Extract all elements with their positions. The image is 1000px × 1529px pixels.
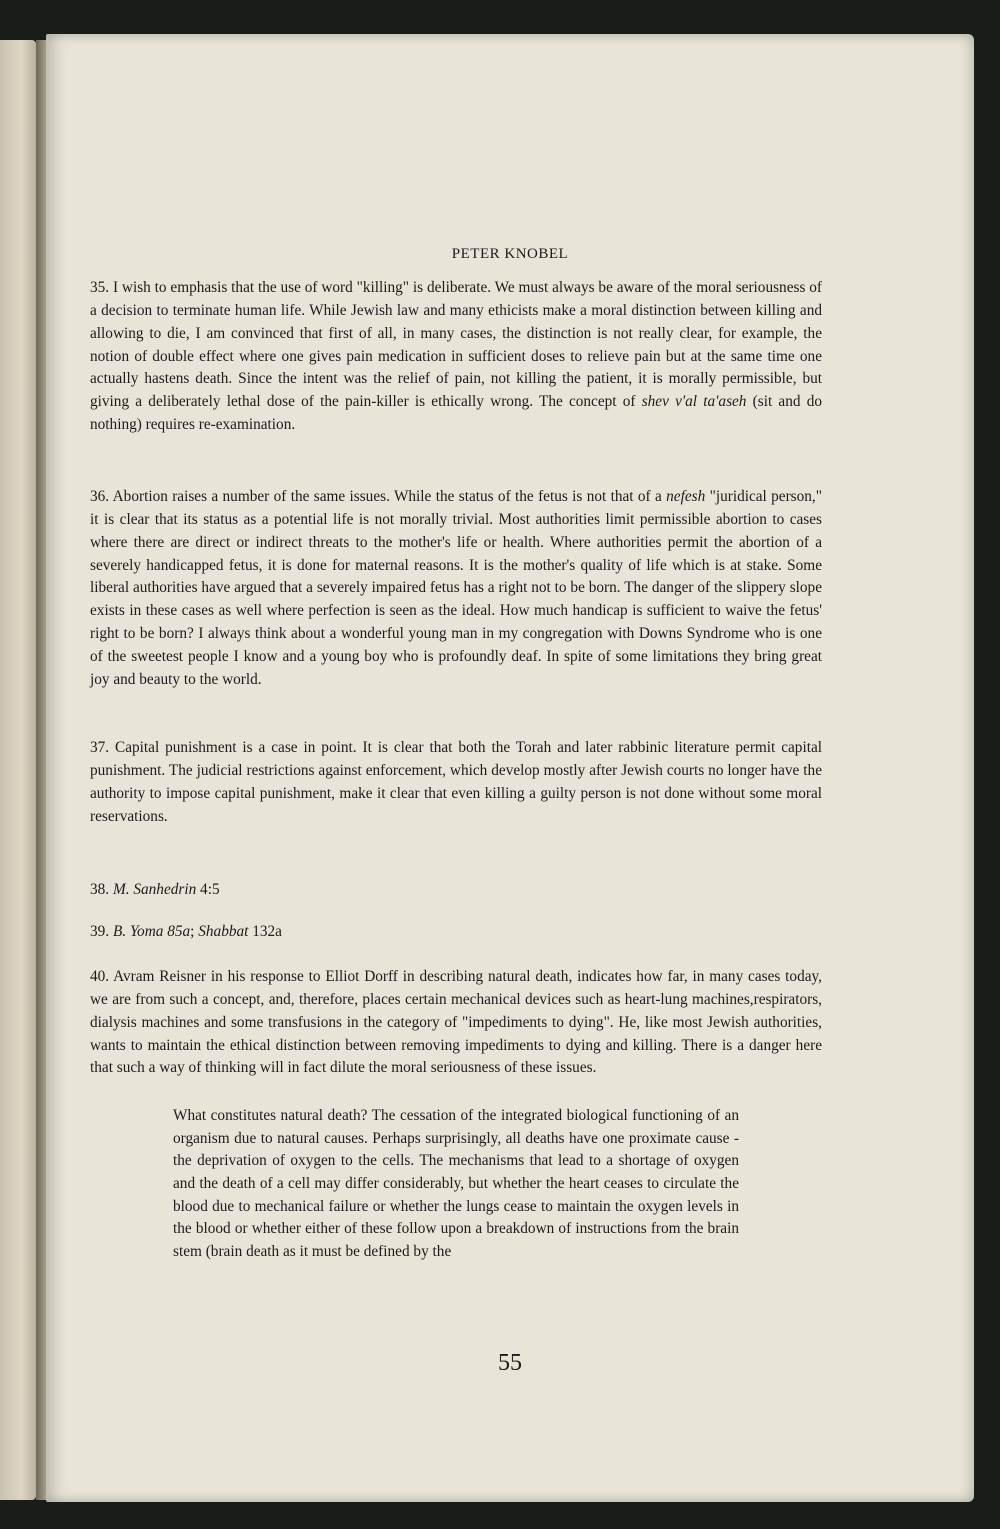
note-40: 40. Avram Reisner in his response to Elliot Dorff in describing natural death, indicates how far, in many cases today, we are from such a concept, and, therefore, places certain mechanical devices such as heart-lung machines,respirators, dialysis machines and some transfusions in the category of "impediments to dying". He, like most Jewish authorities, wants to maintain the ethical distinction between removing impediments to dying and killing. There is a danger here that such a way of thinking will in fact dilute the moral seriousness of these issues. [90, 968, 822, 1077]
note-37: 37. Capital punishment is a case in point. It is clear that both the Torah and later rabbinic literature permit capital punishment. The judicial restrictions against enforcement, which develop mostly after Jewish courts no longer have the authority to impose capital punishment, make it clear that even killing a guilty person is not done without some moral reservations. [90, 739, 822, 825]
note-35-term: shev v'al ta'aseh [641, 393, 747, 411]
block-quote: What constitutes natural death? The cessation of the integrated biological functioning of an organism due to natural causes. Perhaps surprisingly, all deaths have one proximate cause - the deprivation of oxygen to the cells. The mechanisms that lead to a shortage of oxygen and the death of a cell may differ considerably, but whether the heart ceases to circulate the blood due to mechanical failure or whether the lungs cease to maintain the oxygen levels in the blood or whether either of these follow upon a breakdown of instructions from the brain stem (brain death as it must be defined by the [173, 1107, 739, 1260]
book-page [46, 34, 974, 1502]
facing-page-edge [0, 40, 36, 1500]
running-head: PETER KNOBEL [451, 246, 569, 262]
note-36: 36. Abortion raises a number of the same issues. While the status of the fetus is not that of a nefesh "juridical person," it is clear that its status as a potential life is not morally trivial. Most authorities limit permissible abortion to cases where there are direct or indirect threats to the mother's life or health. Where authorities permit the abortion of a severely handicapped fetus, it is done for maternal reasons. It is the mother's quality of life which is at stake. Some liberal authorities have argued that a severely impaired fetus has a right not to be born. The danger of the slippery slope exists in these cases as well where perfection is seen as the ideal. How much handicap is sufficient to waive the fetus' right to be born? I always think about a wonderful young man in my congregation with Downs Syndrome who is one of the sweetest people I know and a young boy who is profoundly deaf. In spite of some limitations they bring great joy and beauty to the world. [90, 488, 823, 688]
note-36-term: nefesh [666, 488, 706, 506]
note-35: 35. I wish to emphasis that the use of word "killing" is deliberate. We must always be aware of the moral seriousness of a decision to terminate human life. While Jewish law and many ethicists make a moral distinction between killing and allowing to die, I am convinced that first of all, in many cases, the distinction is not really clear, for example, the notion of double effect where one gives pain medication in sufficient doses to relieve pain but at the same time one actually hastens death. Since the intent was the relief of pain, not killing the patient, it is morally permissible, but giving a deliberately lethal dose of the pain-killer is ethically wrong. The concept of shev v'al ta'aseh (sit and do nothing) requires re-examination. [90, 279, 823, 434]
page-number: 55 [498, 1350, 522, 1376]
note-38: 38. M. Sanhedrin 4:5 [90, 881, 220, 899]
book-gutter [36, 40, 46, 1500]
note-39: 39. B. Yoma 85a; Shabbat 132a [90, 923, 282, 941]
